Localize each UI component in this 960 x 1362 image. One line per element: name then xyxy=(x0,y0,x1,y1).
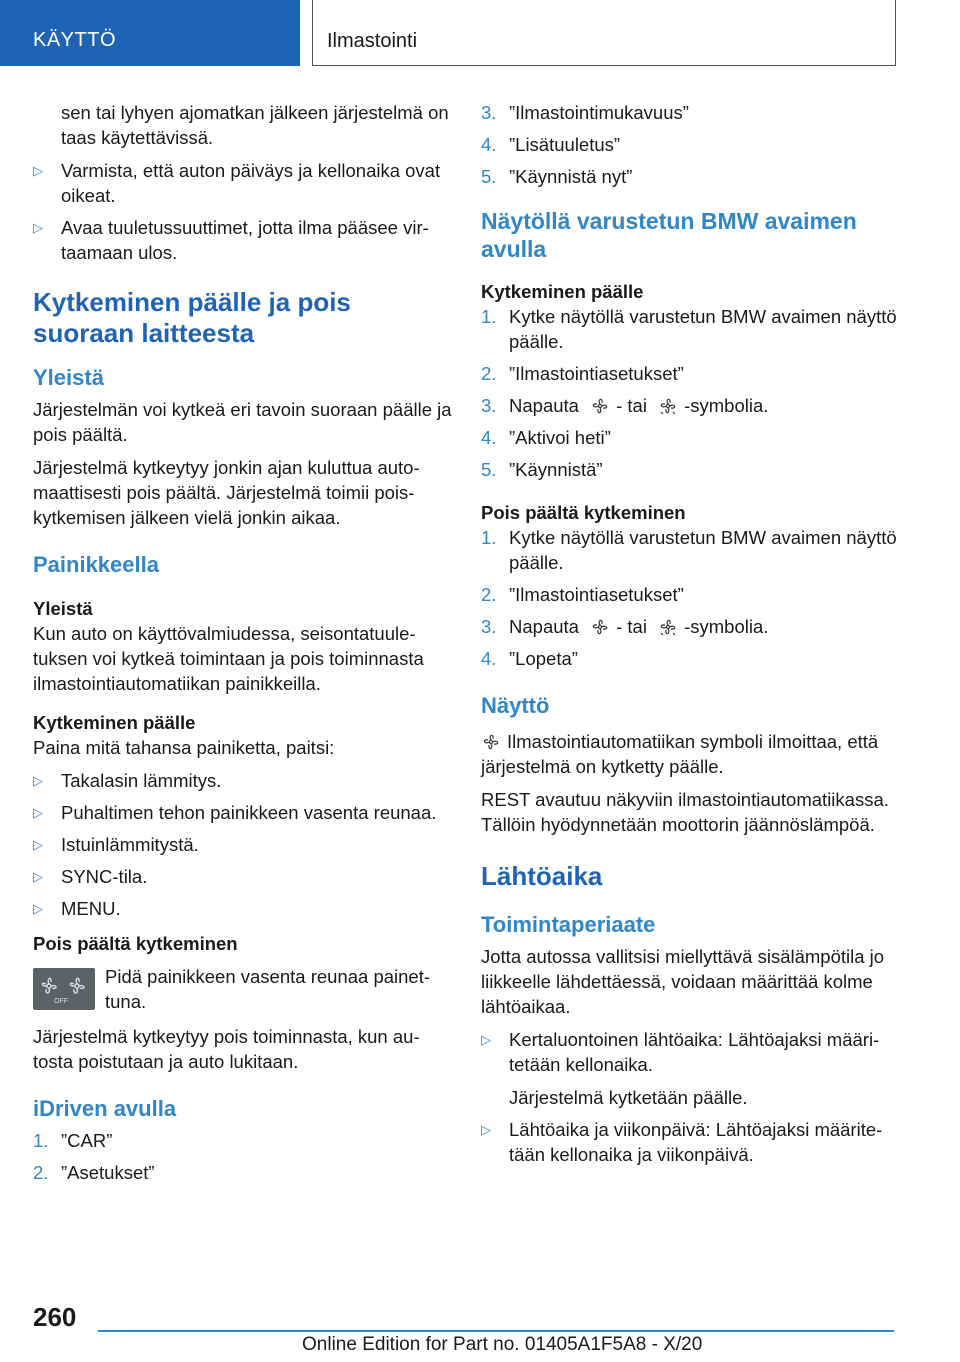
subsection-heading: Toimintaperiaate xyxy=(481,912,656,937)
fan-icon xyxy=(590,396,610,416)
fan-icon xyxy=(658,396,678,416)
list-item: ▷ Varmista, että auton päiväys ja kellonaika ovat oikeat. xyxy=(33,160,441,206)
paragraph: Pidä painikkeen vasenta reunaa painettuna. xyxy=(105,966,431,1012)
subsection-heading: Näyttö xyxy=(481,693,550,718)
list-item: ▷ SYNC-tila. xyxy=(33,866,148,887)
triangle-bullet-icon: ▷ xyxy=(33,773,43,788)
fan-icon xyxy=(481,732,501,752)
fan-icon xyxy=(658,617,678,637)
idrive-steps-continued xyxy=(481,100,899,189)
list-item: 1. ”CAR” xyxy=(33,1130,113,1151)
subsection-heading: Näytöllä varustetun BMW avaimen avulla xyxy=(481,208,857,262)
page-number: 260 xyxy=(33,1302,77,1332)
list-item: 1. Kytke näytöllä varustetun BMW avaimen näyttö päälle. xyxy=(481,527,897,573)
fan-off-button-image xyxy=(33,968,95,1010)
header-section-tab xyxy=(0,0,300,66)
list-item: 2. ”Ilmastointiasetukset” xyxy=(481,363,684,384)
paragraph: Järjestelmän voi kytkeä eri tavoin suoraan päälle ja pois päältä. xyxy=(33,399,452,445)
list-item: 4. ”Lisätuuletus” xyxy=(481,134,621,155)
list-item: 1. Kytke näytöllä varustetun BMW avaimen näyttö päälle. xyxy=(481,306,897,352)
paragraph: Ilmastointiautomatiikan symboli ilmoittaa, että järjestelmä on kytketty päälle. xyxy=(481,731,879,777)
list-item: 4. ”Lopeta” xyxy=(481,648,578,669)
list-item: ▷ Takalasin lämmitys. xyxy=(33,770,222,791)
footer-divider xyxy=(98,1330,894,1332)
triangle-bullet-icon: ▷ xyxy=(481,1032,491,1047)
subsection-heading: Yleistä xyxy=(33,365,104,390)
idrive-steps xyxy=(33,1128,453,1185)
subsection-heading: Painikkeella xyxy=(33,552,159,577)
section-heading: Kytkeminen päälle ja pois suoraan laitteesta xyxy=(33,287,351,348)
list-item: ▷ Istuinlämmitystä. xyxy=(33,834,199,855)
minor-heading: Pois päältä kytkeminen xyxy=(33,933,238,954)
exception-bullet-list xyxy=(33,768,453,921)
paragraph: Jotta autossa vallitsisi miellyttävä sisälämpötila jo liikkeelle lähdettäessä, voidaan määrittää kolme lähtöaikaa. xyxy=(481,946,885,1017)
paragraph: Järjestelmä kytkeytyy jonkin ajan kuluttua automaattisesti pois päältä. Järjestelmä toimii poiskytkemisen jälkeen vielä jonkin aikaa. xyxy=(33,457,420,528)
list-item: 2. ”Asetukset” xyxy=(33,1162,155,1183)
switch-on-steps xyxy=(481,304,899,482)
list-item: 3. Napauta - tai -symbolia. xyxy=(481,395,769,416)
right-column xyxy=(481,100,899,1174)
list-item: ▷ Lähtöaika ja viikonpäivä: Lähtöajaksi määritetään kellonaika ja viikonpäivä. xyxy=(481,1119,883,1165)
list-item: 5. ”Käynnistä” xyxy=(481,459,603,480)
triangle-bullet-icon: ▷ xyxy=(33,869,43,884)
minor-heading: Yleistä xyxy=(33,598,93,619)
list-item: ▷ Avaa tuuletussuuttimet, jotta ilma pääsee virtaamaan ulos. xyxy=(33,217,429,263)
list-item: ▷ Puhaltimen tehon painikkeen vasenta reunaa. xyxy=(33,802,437,823)
paragraph: Järjestelmä kytkeytyy pois toiminnasta, kun autosta poistutaan ja auto lukitaan. xyxy=(33,1026,420,1072)
triangle-bullet-icon: ▷ xyxy=(33,805,43,820)
minor-heading: Kytkeminen päälle xyxy=(481,281,644,302)
header-topic-label: Ilmastointi xyxy=(327,30,418,52)
triangle-bullet-icon: ▷ xyxy=(33,220,43,235)
list-item: 3. ”Ilmastointimukavuus” xyxy=(481,102,689,123)
svg-text:OFF: OFF xyxy=(54,998,68,1005)
switch-off-steps xyxy=(481,525,899,671)
off-button-row xyxy=(33,964,453,1014)
list-item: 4. ”Aktivoi heti” xyxy=(481,427,611,448)
minor-heading: Kytkeminen päälle xyxy=(33,712,196,733)
minor-heading: Pois päältä kytkeminen xyxy=(481,502,686,523)
subsection-heading: iDriven avulla xyxy=(33,1096,177,1121)
fan-icon xyxy=(590,617,610,637)
section-heading: Lähtöaika xyxy=(481,861,603,891)
triangle-bullet-icon: ▷ xyxy=(33,901,43,916)
list-item: ▷ MENU. xyxy=(33,898,121,919)
left-column xyxy=(33,100,453,1192)
intro-bullet-list xyxy=(33,158,453,265)
list-item: ▷ Kertaluontoinen lähtöaika: Lähtöajaksi määritetään kellonaika. Järjestelmä kytketään päälle. xyxy=(481,1029,880,1108)
list-item: 3. Napauta - tai -symbolia. xyxy=(481,616,769,637)
paragraph: REST avautuu näkyviin ilmastointiautomatiikassa. Tällöin hyödynnetään moottorin jäännöslämpöä. xyxy=(481,789,889,835)
footer-edition-text: Online Edition for Part no. 01405A1F5A8 - X/20 xyxy=(302,1334,703,1355)
list-item: 2. ”Ilmastointiasetukset” xyxy=(481,584,684,605)
fan-off-icon xyxy=(36,972,92,1006)
list-item: 5. ”Käynnistä nyt” xyxy=(481,166,633,187)
intro-continuation: sen tai lyhyen ajomatkan jälkeen järjestelmä on taas käytettävissä. xyxy=(61,102,449,148)
paragraph: Kun auto on käyttövalmiudessa, seisontatuuletuksen voi kytkeä toimintaan ja pois toiminnasta ilmastointiautomatiikan painikkeilla. xyxy=(33,623,424,694)
header-section-label: KÄYTTÖ xyxy=(33,29,117,51)
paragraph: Paina mitä tahansa painiketta, paitsi: xyxy=(33,737,335,758)
triangle-bullet-icon: ▷ xyxy=(481,1122,491,1137)
triangle-bullet-icon: ▷ xyxy=(33,163,43,178)
triangle-bullet-icon: ▷ xyxy=(33,837,43,852)
header-topic-box xyxy=(312,0,896,66)
departure-bullet-list xyxy=(481,1027,899,1167)
